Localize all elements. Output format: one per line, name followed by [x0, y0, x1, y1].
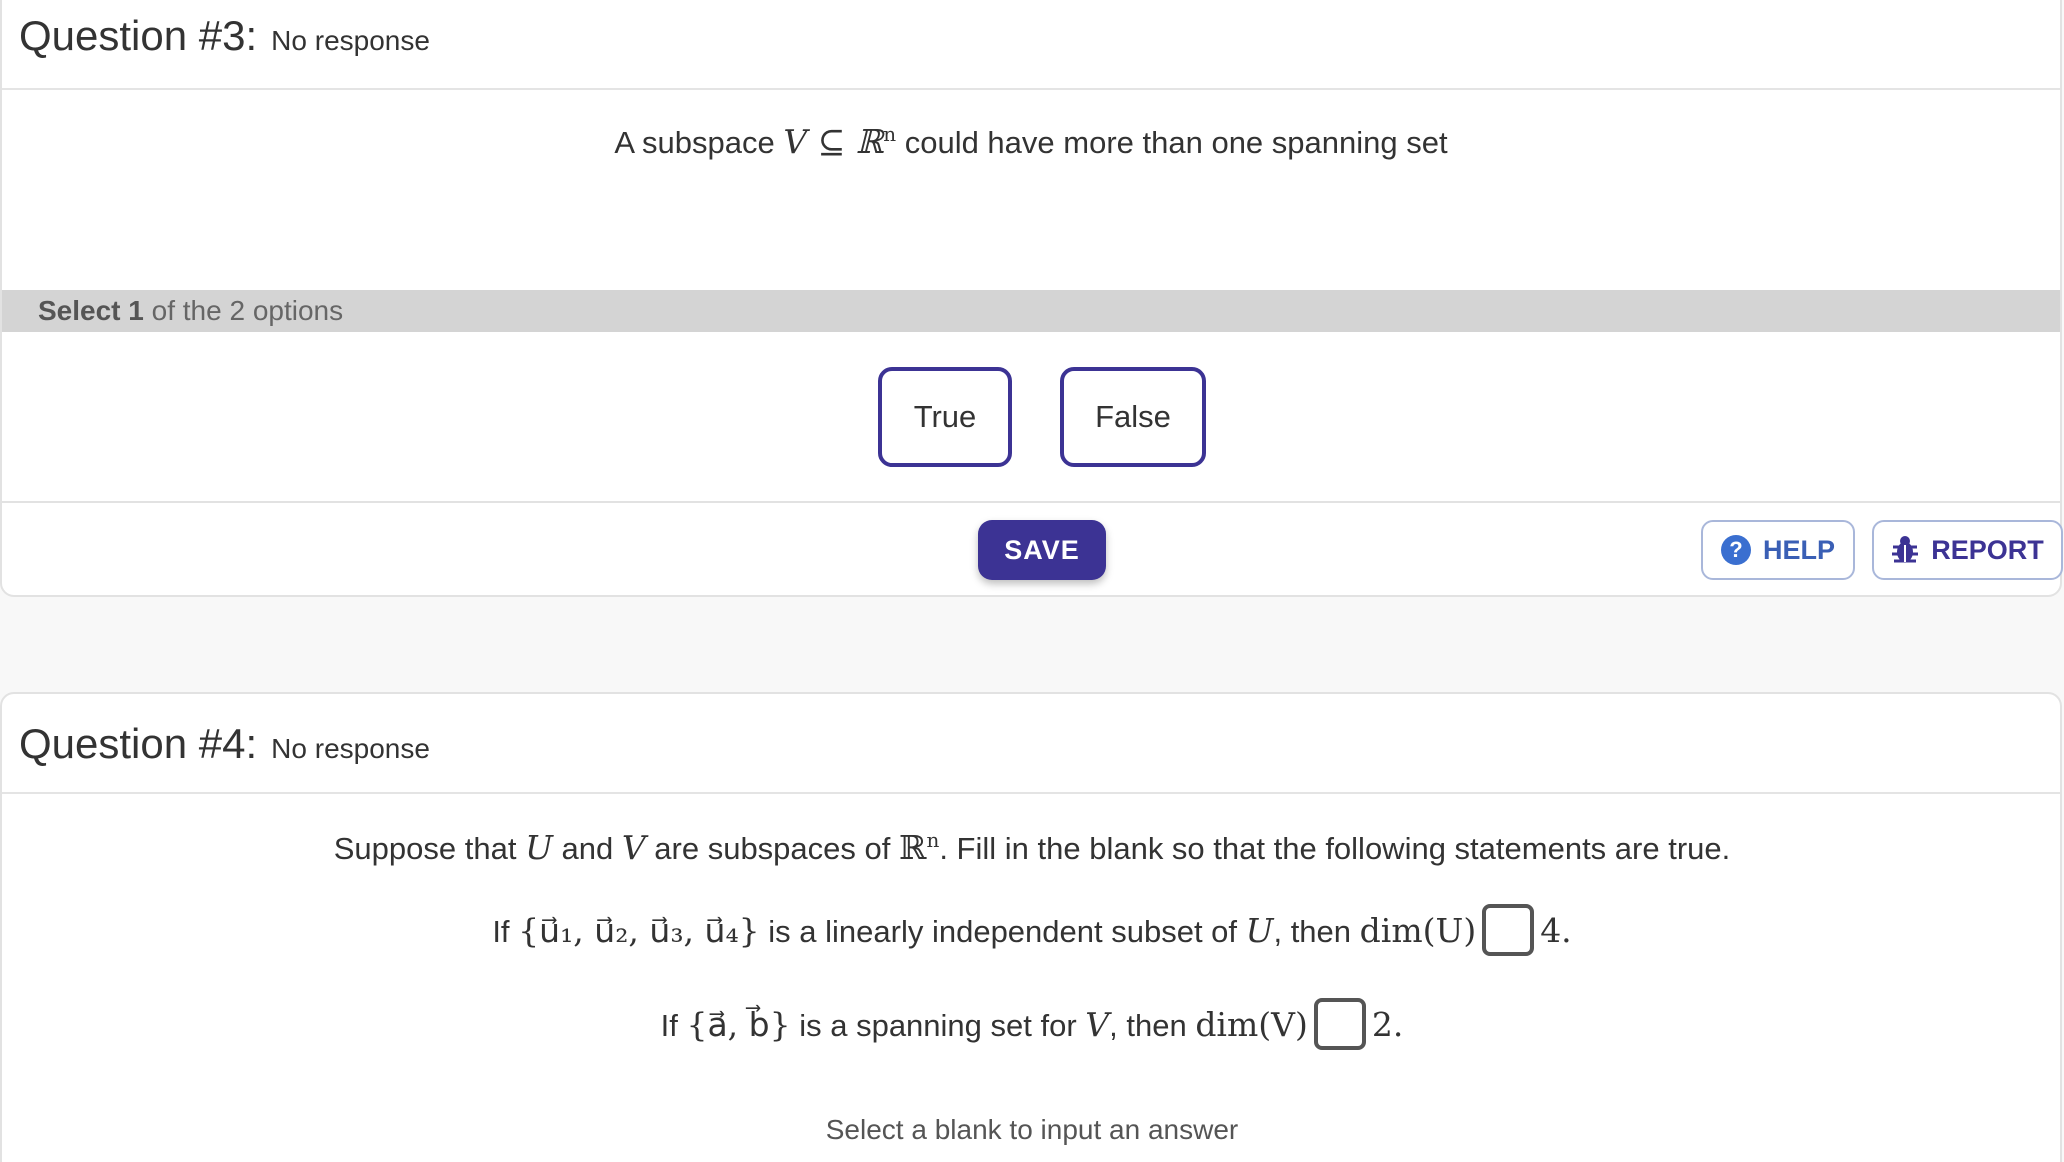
- stmt-text: , then: [1273, 914, 1360, 950]
- stmt-text: If: [492, 914, 519, 950]
- report-label: REPORT: [1931, 534, 2044, 565]
- prompt-math-sup: n: [883, 122, 897, 146]
- intro-text: . Fill in the blank so that the following statements are true.: [939, 831, 1731, 866]
- bug-icon: [1891, 535, 1919, 565]
- math-R-text: ℝ: [899, 828, 927, 867]
- question-status: No response: [271, 733, 430, 764]
- answer-blank-2[interactable]: [1314, 998, 1366, 1050]
- select-count: 1: [128, 295, 144, 326]
- math-dim-U: dim(U): [1359, 911, 1477, 951]
- question-circle-icon: ?: [1721, 535, 1751, 565]
- blank-hint: Select a blank to input an answer: [825, 1114, 1239, 1145]
- stmt2-value: 2.: [1371, 1005, 1404, 1045]
- question-4-title: [19, 720, 430, 768]
- math-set-ab: {a⃗, b⃗}: [686, 1005, 791, 1045]
- intro-text: are subspaces of: [645, 831, 899, 866]
- question-4-intro: [0, 828, 2064, 867]
- option-false-button[interactable]: False: [1060, 367, 1206, 467]
- math-U-text: U: [525, 828, 553, 867]
- intro-text: Suppose that: [333, 831, 526, 866]
- stmt-text: , then: [1109, 1008, 1196, 1044]
- stmt1-value: 4.: [1540, 911, 1572, 951]
- math-R-sup: n: [926, 828, 940, 852]
- prompt-text-tail: could have more than one spanning set: [896, 125, 1448, 160]
- stmt-text: is a linearly independent subset of: [759, 914, 1246, 950]
- option-true-button[interactable]: True: [878, 367, 1012, 467]
- report-button[interactable]: [1872, 520, 2063, 580]
- stmt-text: If: [660, 1008, 687, 1044]
- help-label: HELP: [1762, 534, 1835, 565]
- question-3-title: [19, 12, 430, 60]
- question-4-header: [2, 694, 2060, 794]
- statement-1: [0, 908, 2064, 960]
- math-U: [525, 828, 553, 867]
- math-dim-V: dim(V): [1195, 1005, 1308, 1045]
- math-Rn: [899, 828, 939, 867]
- statement-2: [0, 1002, 2064, 1054]
- math-V-text: V: [1085, 1005, 1110, 1045]
- math-V-text: V: [621, 828, 646, 867]
- select-prefix: Select: [38, 295, 121, 326]
- math-U: [1246, 911, 1274, 950]
- question-title-text: Question #4:: [19, 720, 258, 767]
- prompt-math: [783, 122, 896, 161]
- question-3-prompt: [2, 122, 2060, 161]
- question-status: No response: [271, 25, 430, 56]
- select-options-bar: [2, 290, 2060, 332]
- math-set-u: {u⃗₁, u⃗₂, u⃗₃, u⃗₄}: [518, 911, 760, 951]
- select-rest: of the 2 options: [151, 295, 344, 326]
- math-V: [622, 828, 646, 867]
- prompt-text: A subspace: [614, 125, 784, 160]
- math-U-text: U: [1245, 911, 1274, 951]
- help-button[interactable]: [1701, 520, 1855, 580]
- intro-text: and: [552, 831, 622, 866]
- divider: [2, 501, 2060, 503]
- math-V: [1085, 1005, 1109, 1044]
- prompt-math-expr: V ⊆ ℝ: [783, 122, 884, 161]
- save-button[interactable]: SAVE: [978, 520, 1106, 580]
- answer-blank-1[interactable]: [1482, 904, 1534, 956]
- question-3-header: [2, 0, 2060, 90]
- stmt-text: is a spanning set for: [790, 1008, 1086, 1044]
- question-title-text: Question #3:: [19, 12, 258, 59]
- select-instruction: [38, 295, 343, 327]
